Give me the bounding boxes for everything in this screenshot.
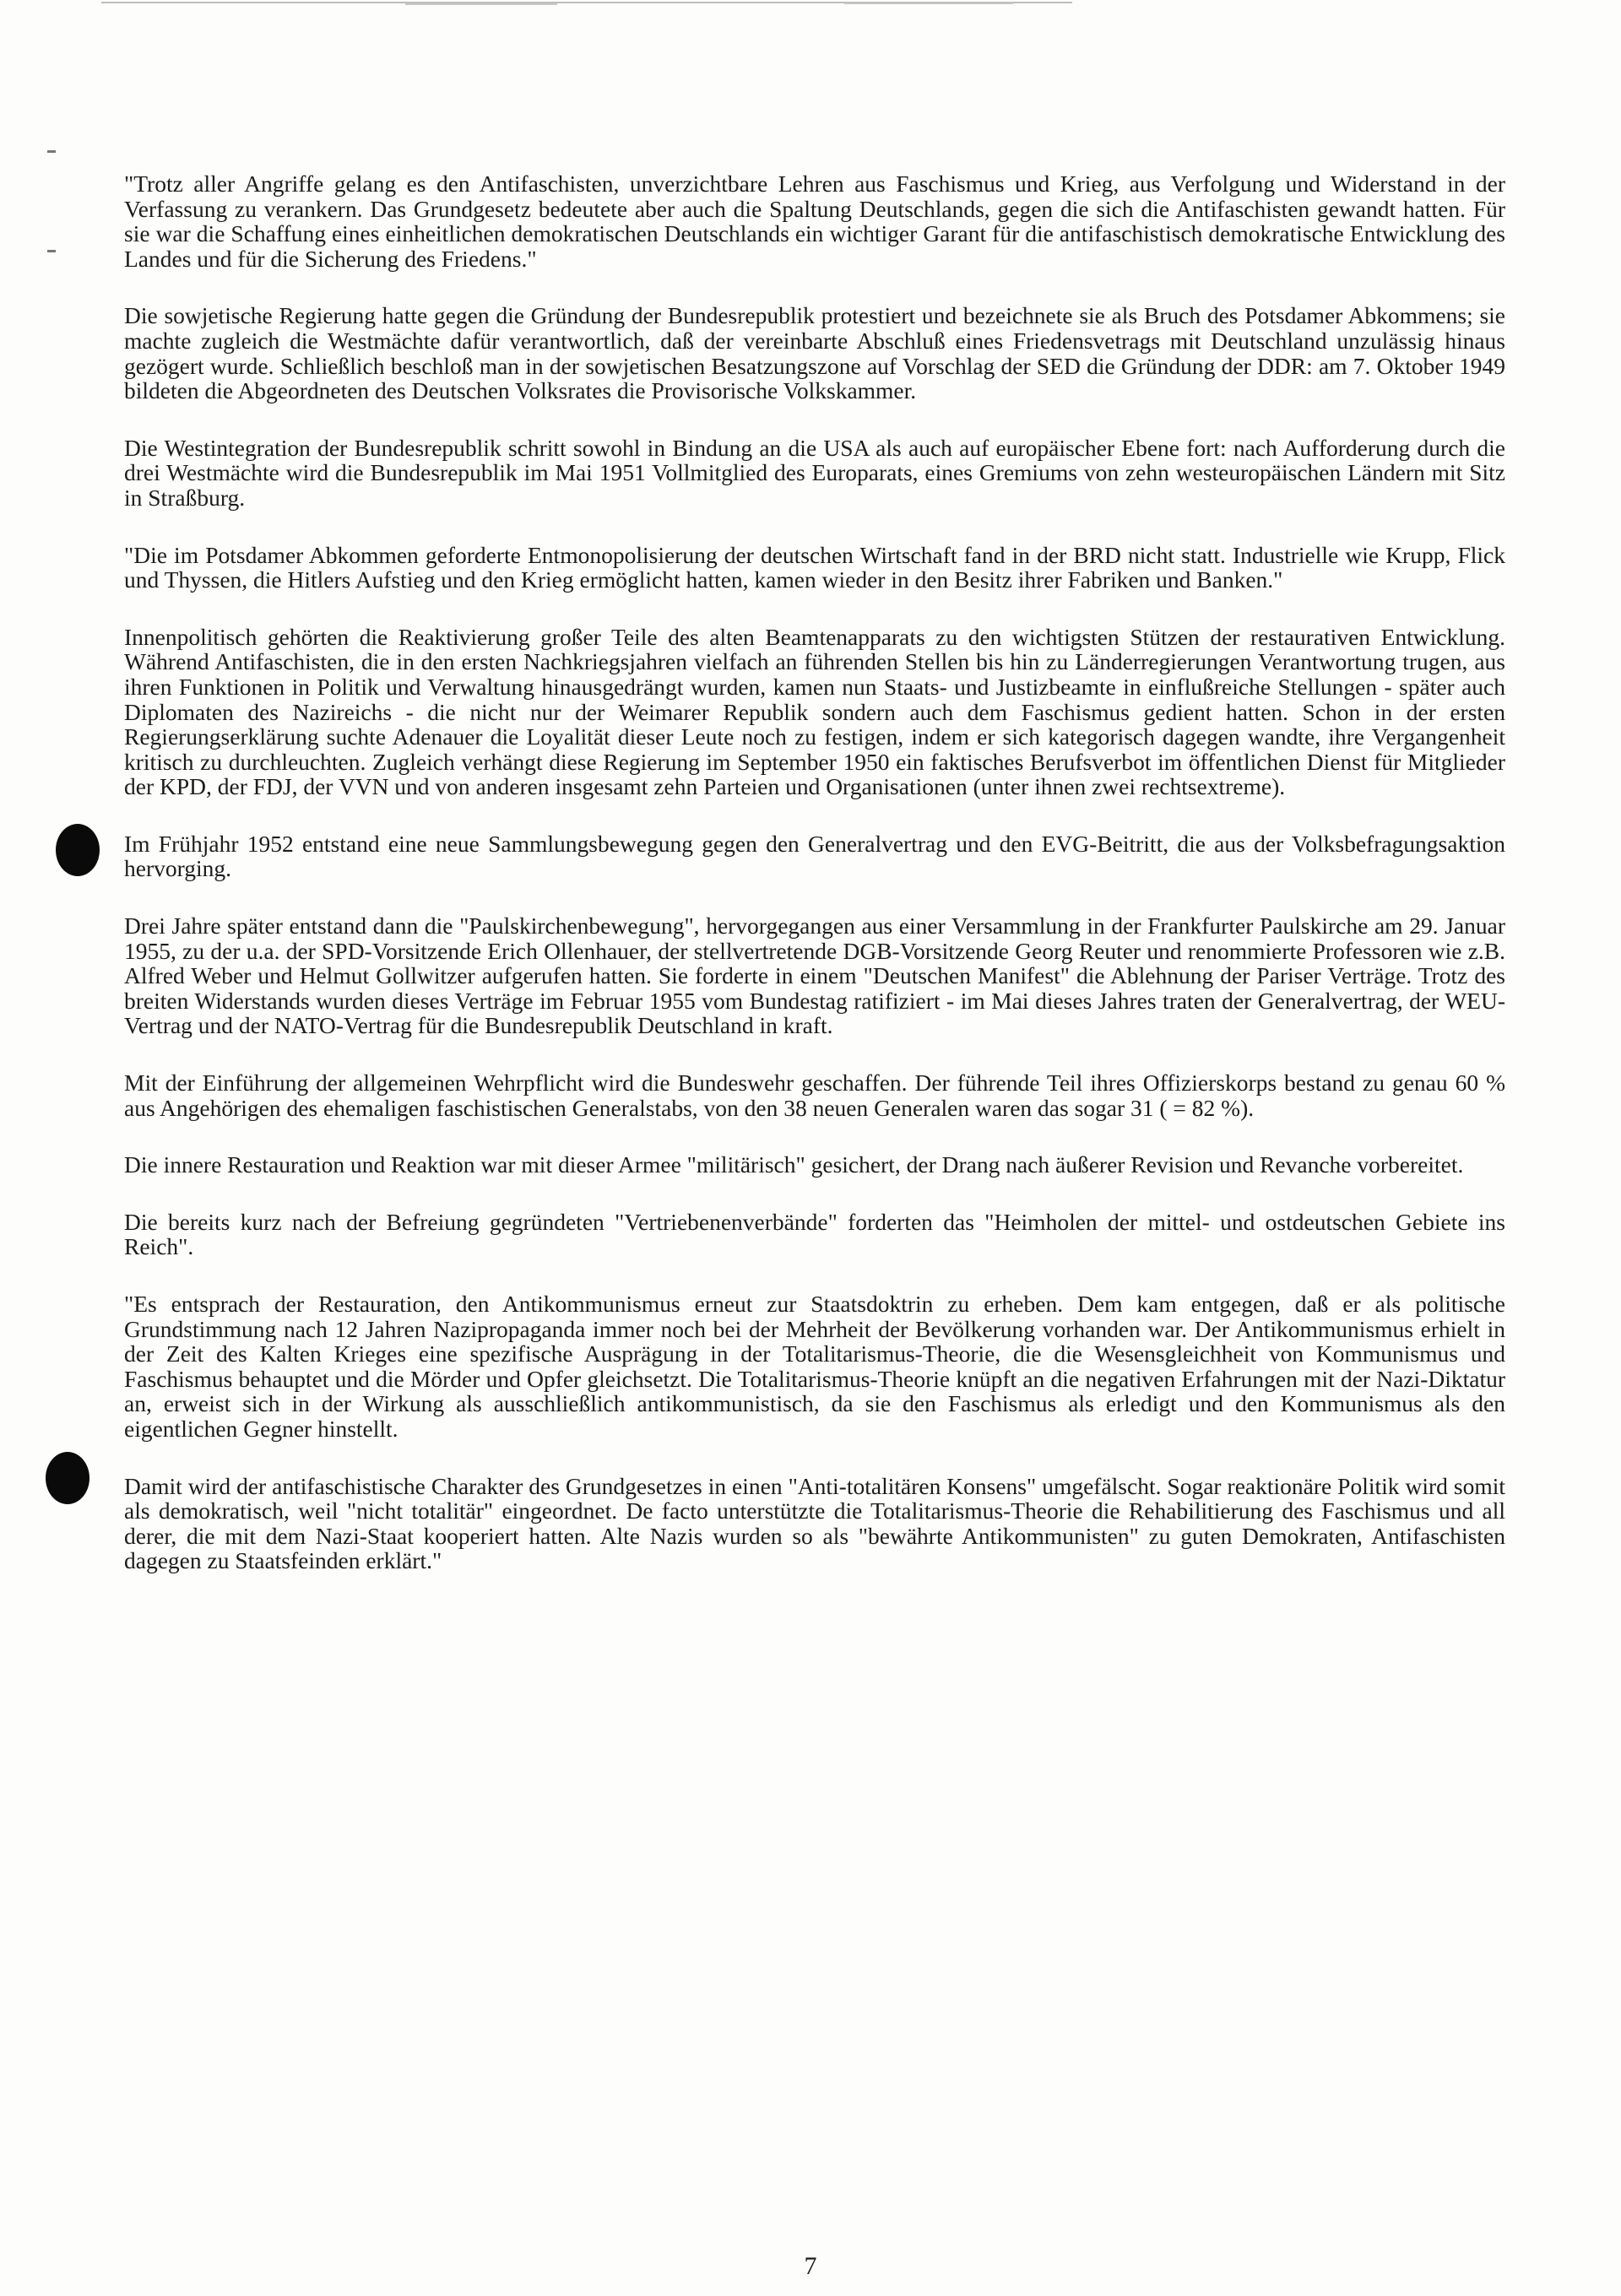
margin-mark xyxy=(47,150,56,153)
punch-hole xyxy=(56,824,100,876)
paragraph: "Die im Potsdamer Abkommen geforderte Entmonopolisierung der deutschen Wirtschaft fand in der BRD nicht statt. Industrielle wie Krupp, Flick und Thyssen, die Hitlers Aufstieg und den Krieg ermöglicht hatten, kamen wieder in den Besitz ihrer Fabriken und Banken." xyxy=(124,541,1505,593)
paragraph: "Es entsprach der Restauration, den Antikommunismus erneut zur Staatsdoktrin zu erheben. Dem kam entgegen, daß er als politische Grundstimmung nach 12 Jahren Nazipropaganda immer noch bei der Mehrheit der Bevölkerung vorhanden war. Der Antikommunismus erhielt in der Zeit des Kalten Krieges eine spezifische Ausprägung in der Totalitarismus-Theorie, die die Wesensgleichheit von Kommunismus und Faschismus behauptet und die Mörder und Opfer gleichsetzt. Die Totalitarismus-Theorie knüpft an die negativen Erfahrungen mit der Nazi-Diktatur an, erweist sich in der Wirkung als ausschließlich antikommunistisch, da sie den Faschismus als erledigt und den Kommunismus als den eigentlichen Gegner hinstellt. xyxy=(124,1291,1505,1442)
scan-artifact-line xyxy=(844,3,1013,4)
paragraph: Damit wird der antifaschistische Charakter des Grundgesetzes in einen "Anti-totalitären Konsens" umgefälscht. Sogar reaktionäre Politik wird somit als demokratisch, weil "nicht totalitär" eingeordnet. De facto unterstützte die Totalitarismus-Theorie die Rehabilitierung des Faschismus und all derer, die mit dem Nazi-Staat kooperiert hatten. Alte Nazis wurden so als "bewährte Antikommunisten" zu guten Demokraten, Antifaschisten dagegen zu Staatsfeinden erklärt." xyxy=(124,1472,1505,1574)
paragraph: Die bereits kurz nach der Befreiung gegründeten "Vertriebenenverbände" forderten das "Heimholen der mittel- und ostdeutschen Gebiete ins Reich". xyxy=(124,1208,1505,1260)
document-body xyxy=(124,171,1505,1573)
paragraph: Die innere Restauration und Reaktion war mit dieser Armee "militärisch" gesichert, der Drang nach äußerer Revision und Revanche vorbereitet. xyxy=(124,1151,1464,1178)
punch-hole xyxy=(46,1452,89,1504)
page-number: 7 xyxy=(804,2252,817,2280)
margin-mark xyxy=(47,250,56,252)
paragraph: Die sowjetische Regierung hatte gegen die Gründung der Bundesrepublik protestiert und bezeichnete sie als Bruch des Potsdamer Abkommens; sie machte zugleich die Westmächte dafür verantwortlich, daß der vereinbarte Abschluß eines Friedensvetrags mit Deutschland unzulässig hinaus gezögert wurde. Schließlich beschloß man in der sowjetischen Besatzungszone auf Vorschlag der SED die Gründung der DDR: am 7. Oktober 1949 bildeten die Abgeordneten des Deutschen Volksrates die Provisorische Volkskammer. xyxy=(124,302,1505,404)
scan-artifact-line xyxy=(405,3,557,5)
paragraph: Innenpolitisch gehörten die Reaktivierung großer Teile des alten Beamtenapparats zu den wichtigsten Stützen der restaurativen Entwicklung. Während Antifaschisten, die in den ersten Nachkriegsjahren vielfach an führenden Stellen bis hin zu Länderregierungen Verantwortung trugen, aus ihren Funktionen in Politik und Verwaltung hinausgedrängt wurden, kamen nun Staats- und Justizbeamte in einflußreiche Stellungen - später auch Diplomaten des Nazireichs - die nicht nur der Weimarer Republik sondern auch dem Faschismus gedient hatten. Schon in der ersten Regierungserklärung suchte Adenauer die Loyalität dieser Leute noch zu festigen, indem er sich kategorisch dagegen wandte, ihre Vergangenheit kritisch zu durchleuchten. Zugleich verhängt diese Regierung im September 1950 ein faktisches Berufsverbot im öffentlichen Dienst für Mitglieder der KPD, der FDJ, der VVN und von anderen insgesamt zehn Parteien und Organisationen (unter ihnen zwei rechtsextreme). xyxy=(124,623,1505,800)
paragraph: Mit der Einführung der allgemeinen Wehrpflicht wird die Bundeswehr geschaffen. Der führende Teil ihres Offizierskorps bestand zu genau 60 % aus Angehörigen des ehemaligen faschistischen Generalstabs, von den 38 neuen Generalen waren das sogar 31 ( = 82 %). xyxy=(124,1069,1505,1121)
paragraph: Im Frühjahr 1952 entstand eine neue Sammlungsbewegung gegen den Generalvertrag und den EVG-Beitritt, die aus der Volksbefragungsaktion hervorging. xyxy=(124,830,1505,882)
paragraph: "Trotz aller Angriffe gelang es den Antifaschisten, unverzichtbare Lehren aus Faschismus und Krieg, aus Verfolgung und Widerstand in der Verfassung zu verankern. Das Grundgesetz bedeutete aber auch die Spaltung Deutschlands, gegen die sich die Antifaschisten gewandt hatten. Für sie war die Schaffung eines einheitlichen demokratischen Deutschlands ein wichtiger Garant für die antifaschistisch demokratische Entwicklung des Landes und für die Sicherung des Friedens." xyxy=(124,171,1505,272)
paragraph: Drei Jahre später entstand dann die "Paulskirchenbewegung", hervorgegangen aus einer Versammlung in der Frankfurter Paulskirche am 29. Januar 1955, zu der u.a. der SPD-Vorsitzende Erich Ollenhauer, der stellvertretende DGB-Vorsitzende Georg Reuter und renommierte Professoren wie z.B. Alfred Weber und Helmut Gollwitzer aufgerufen hatten. Sie forderte in einem "Deutschen Manifest" die Ablehnung der Pariser Verträge. Trotz des breiten Widerstands wurden dieses Verträge im Februar 1955 vom Bundestag ratifiziert - im Mai dieses Jahres traten der Generalvertrag, der WEU-Vertrag und der NATO-Vertrag für die Bundesrepublik Deutschland in kraft. xyxy=(124,912,1505,1039)
paragraph: Die Westintegration der Bundesrepublik schritt sowohl in Bindung an die USA als auch auf europäischer Ebene fort: nach Aufforderung durch die drei Westmächte wird die Bundesrepublik im Mai 1951 Vollmitglied des Europarats, eines Gremiums von zehn westeuropäischen Ländern mit Sitz in Straßburg. xyxy=(124,434,1505,511)
